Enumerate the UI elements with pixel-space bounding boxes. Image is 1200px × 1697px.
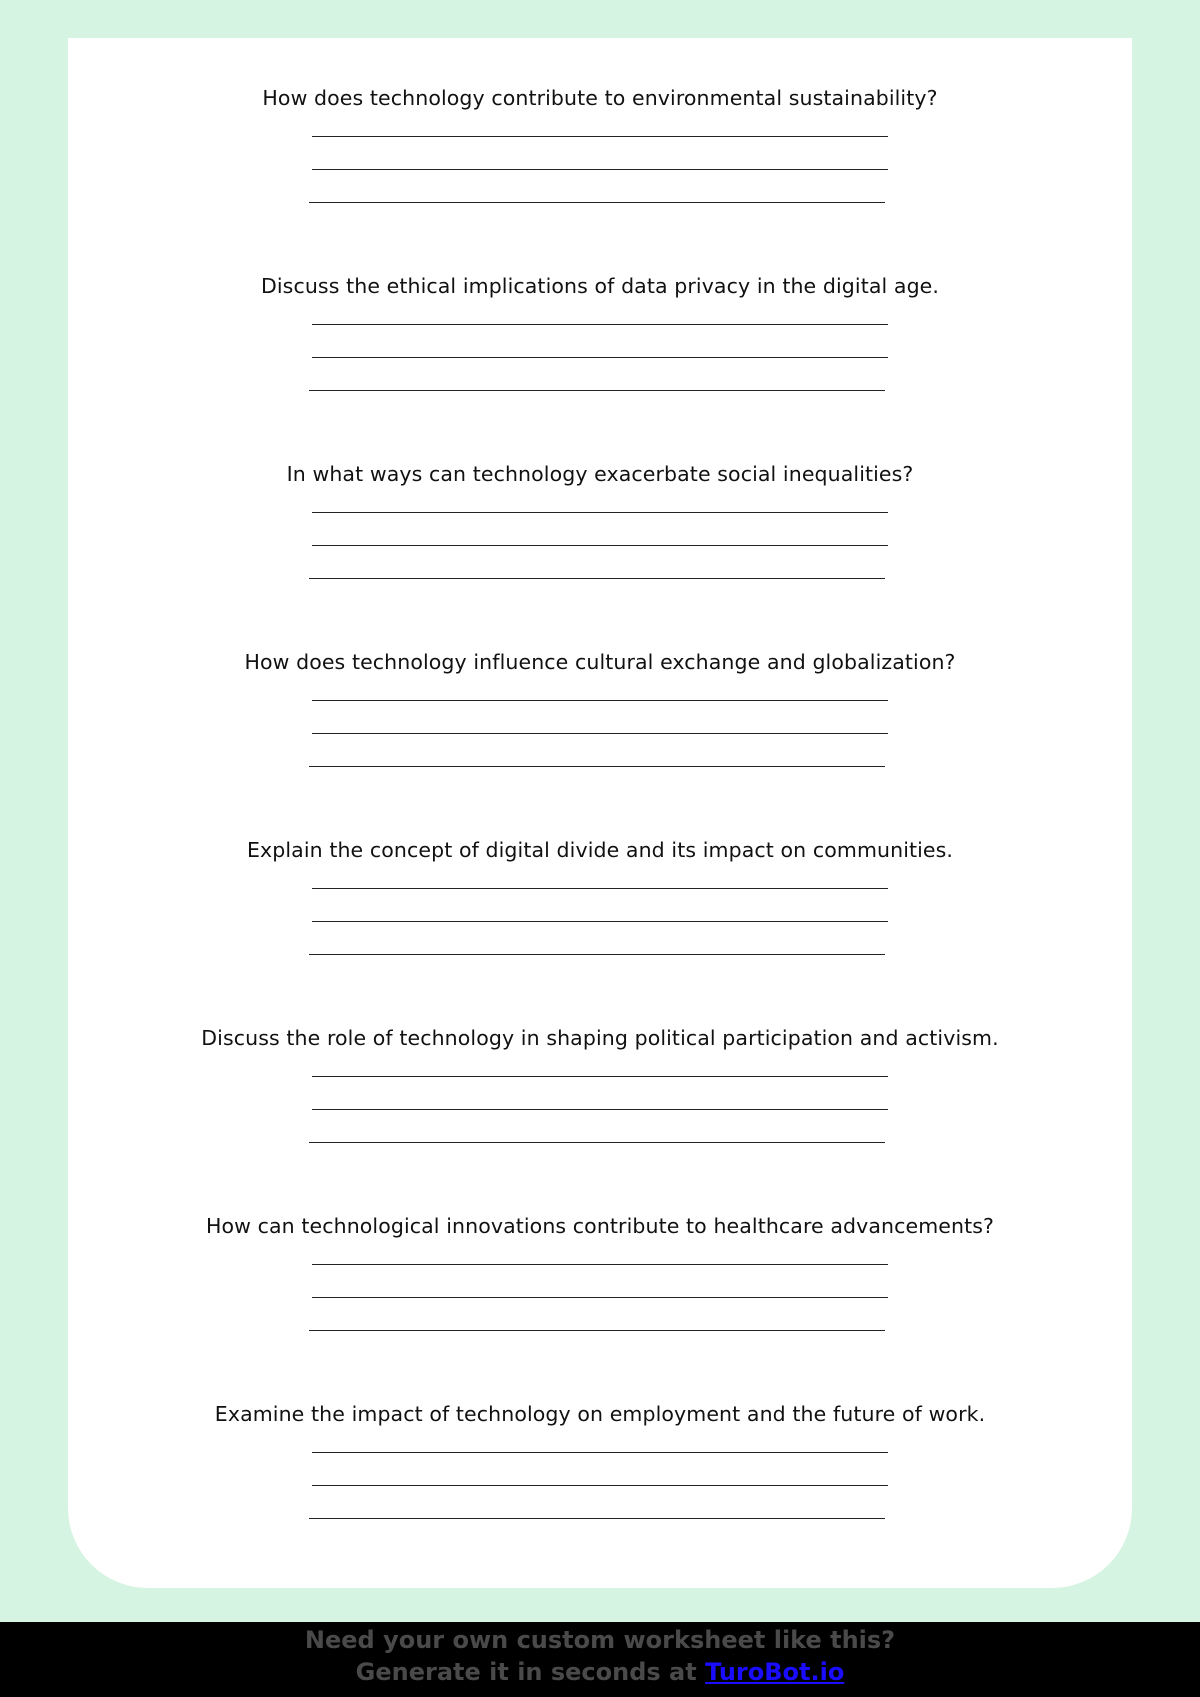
answer-line[interactable] [312,921,888,922]
answer-line[interactable] [309,766,885,767]
answer-line[interactable] [312,1485,888,1486]
question-text: In what ways can technology exacerbate social inequalities? [286,462,914,486]
answer-line[interactable] [312,1452,888,1453]
promo-subline [0,1656,1200,1688]
answer-line[interactable] [312,1264,888,1265]
answer-line[interactable] [312,733,888,734]
answer-line[interactable] [309,954,885,955]
question-text: How does technology influence cultural exchange and globalization? [244,650,956,674]
answer-line[interactable] [312,888,888,889]
question-text: Explain the concept of digital divide and its impact on communities. [246,838,954,862]
answer-line[interactable] [312,700,888,701]
question-block-1 [68,84,1132,112]
worksheet-sheet [68,38,1132,1588]
promo-headline: Need your own custom worksheet like this? [304,1626,896,1654]
question-text: How does technology contribute to environmental sustainability? [262,86,938,110]
question-block-3 [68,460,1132,488]
answer-line[interactable] [312,1076,888,1077]
question-block-7 [68,1212,1132,1240]
question-text: Discuss the ethical implications of data privacy in the digital age. [260,274,940,298]
answer-line[interactable] [312,324,888,325]
answer-line[interactable] [309,1142,885,1143]
question-block-4 [68,648,1132,676]
question-block-8 [68,1400,1132,1428]
answer-line[interactable] [312,1109,888,1110]
answer-line[interactable] [309,390,885,391]
question-block-5 [68,836,1132,864]
question-text: How can technological innovations contribute to healthcare advancements? [206,1214,994,1238]
question-block-6 [68,1024,1132,1052]
answer-line[interactable] [312,512,888,513]
answer-line[interactable] [312,1297,888,1298]
answer-line[interactable] [309,202,885,203]
answer-line[interactable] [312,169,888,170]
question-block-2 [68,272,1132,300]
answer-line[interactable] [309,578,885,579]
answer-line[interactable] [312,357,888,358]
answer-line[interactable] [309,1330,885,1331]
turobot-link[interactable]: TuroBot.io [705,1658,845,1686]
answer-line[interactable] [312,136,888,137]
question-text: Discuss the role of technology in shaping political participation and activism. [201,1026,999,1050]
promo-subline-text: Generate it in seconds at [355,1658,706,1686]
answer-line[interactable] [312,545,888,546]
answer-line[interactable] [309,1518,885,1519]
promo-footer [0,1622,1200,1697]
question-text: Examine the impact of technology on employment and the future of work. [214,1402,986,1426]
